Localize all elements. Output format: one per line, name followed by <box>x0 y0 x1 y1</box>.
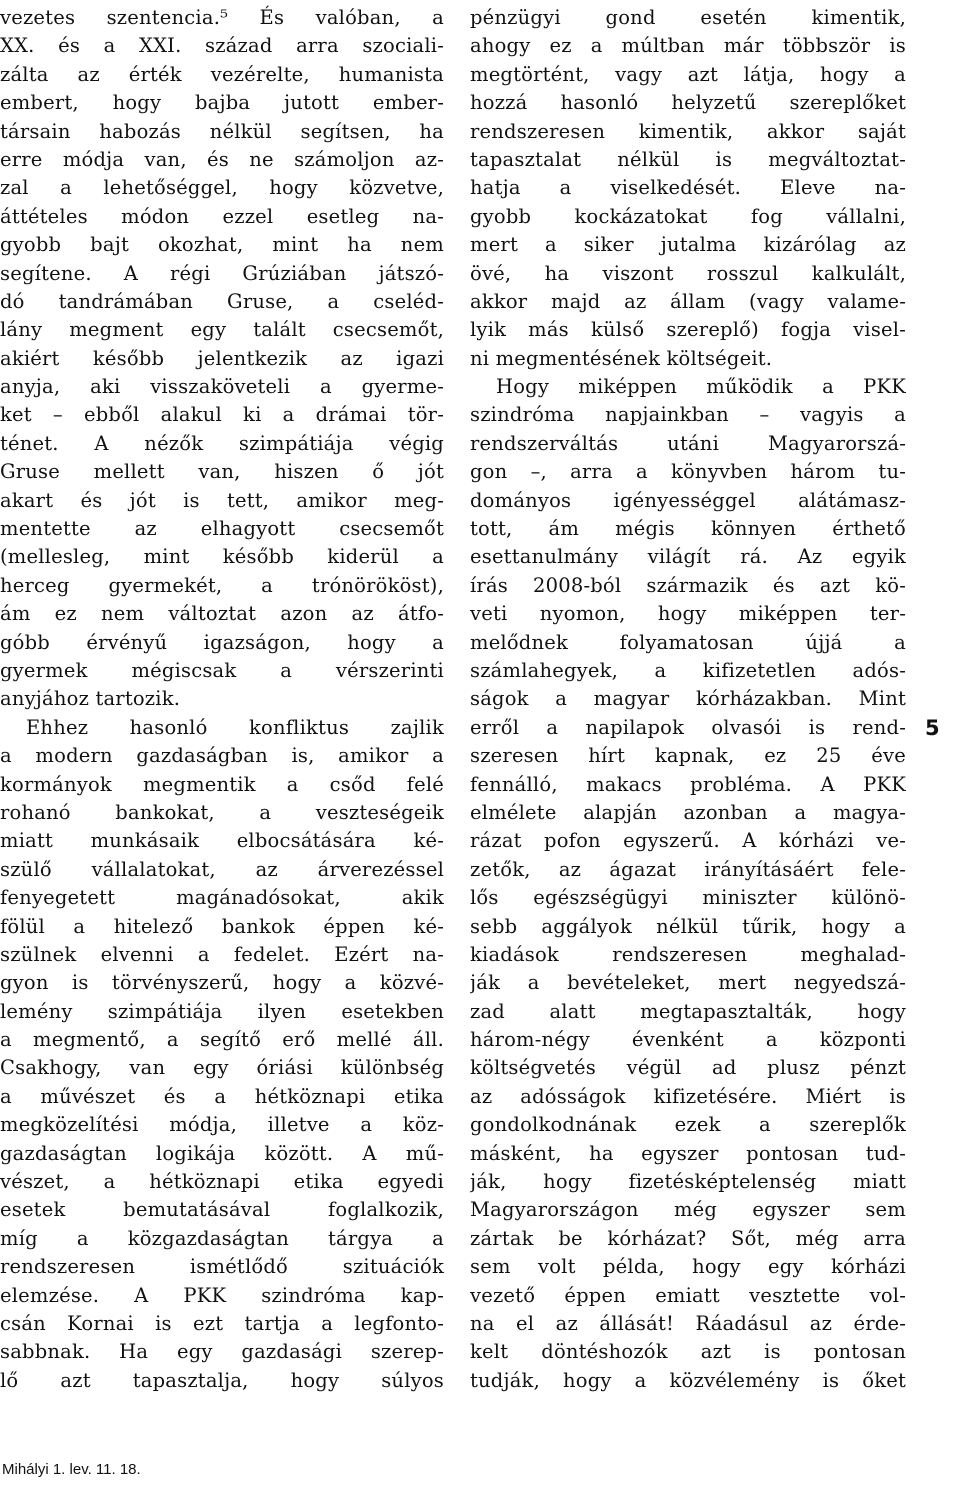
text-line: mert a siker jutalma kizárólag az <box>470 233 906 257</box>
text-line: esettanulmány világít rá. Az egyik <box>470 545 906 569</box>
text-line: kiadások rendszeresen meghalad- <box>470 942 906 966</box>
text-line: (mellesleg, mint később kiderül a <box>0 545 444 569</box>
text-line: akkor majd az állam (vagy valame- <box>470 289 906 313</box>
text-line: az adósságok kifizetésére. Miért is <box>470 1084 906 1108</box>
text-line: gyobb kockázatokat fog vállalni, <box>470 204 906 228</box>
text-line: ám ez nem változtat azon az átfo- <box>0 602 444 626</box>
text-line: XX. és a XXI. század arra szociali- <box>0 34 444 58</box>
text-line: vészet, a hétköznapi etika egyedi <box>0 1170 444 1194</box>
text-line: zártak be kórházat? Sőt, még arra <box>470 1226 906 1250</box>
text-line: anyja, aki visszaköveteli a gyerme- <box>0 375 444 399</box>
text-line: zetők, az ágazat irányításáért fele- <box>470 857 906 881</box>
text-line: rázat pofon egyszerű. A kórházi ve- <box>470 829 906 853</box>
text-line: lős egészségügyi miniszter különö- <box>470 886 906 910</box>
text-line: góbb érvényű igazságon, hogy a <box>0 630 444 654</box>
text-line: rendszerváltás utáni Magyarorszá- <box>470 431 906 455</box>
text-line: kormányok megmentik a csőd felé <box>0 772 444 796</box>
text-line: Ehhez hasonló konfliktus zajlik <box>26 715 444 739</box>
text-line: rendszeresen ismétlődő szituációk <box>0 1255 444 1279</box>
text-line: vezetes szentencia.⁵ És valóban, a <box>0 6 444 29</box>
text-line: sabbnak. Ha egy gazdasági szerep- <box>0 1340 444 1364</box>
text-line: Csakhogy, van egy óriási különbség <box>0 1056 444 1080</box>
text-line: Gruse mellett van, hiszen ő jót <box>0 460 444 484</box>
text-line: herceg gyermekét, a trónörököst), <box>0 573 444 597</box>
text-line: erre módja van, és ne számoljon az- <box>0 147 444 171</box>
text-line: számlahegyek, a kifizetetlen adós- <box>470 658 906 682</box>
text-line: lány megment egy talált csecsemőt, <box>0 318 444 342</box>
text-line: miatt munkásaik elbocsátására ké- <box>0 829 444 853</box>
text-line: sem volt példa, hogy egy kórházi <box>470 1255 906 1279</box>
text-line: ságok a magyar kórházakban. Mint <box>470 687 906 711</box>
text-line: szindróma napjainkban – vagyis a <box>470 403 906 427</box>
text-line: dományos igényességgel alátámasz- <box>470 488 906 512</box>
text-line: embert, hogy bajba jutott ember- <box>0 91 444 115</box>
text-line: lemény szimpátiája ilyen esetekben <box>0 999 444 1023</box>
text-line: gazdaságtan logikája között. A mű- <box>0 1141 444 1165</box>
text-line: ket – ebből alakul ki a drámai tör- <box>0 403 444 427</box>
text-line: pénzügyi gond esetén kimentik, <box>470 6 906 29</box>
text-line: anyjához tartozik. <box>0 687 181 711</box>
text-line: övé, ha viszont rosszul kalkulált, <box>470 261 906 285</box>
text-line: lő azt tapasztalja, hogy súlyos <box>0 1368 444 1392</box>
text-line: áttételes módon ezzel esetleg na- <box>0 204 444 228</box>
text-line: fölül a hitelező bankok éppen ké- <box>0 914 444 938</box>
left-text-column <box>0 4 444 1395</box>
text-line: melődnek folyamatosan újjá a <box>470 630 906 654</box>
text-line: zad alatt megtapasztalták, hogy <box>470 999 906 1023</box>
text-line: rohanó bankokat, a veszteségeik <box>0 800 444 824</box>
text-line: ják, hogy fizetésképtelenség miatt <box>470 1170 906 1194</box>
text-line: lyik más külső szereplő) fogja visel- <box>470 318 906 342</box>
text-line: veti nyomon, hogy miképpen ter- <box>470 602 906 626</box>
text-line: Hogy miképpen működik a PKK <box>496 375 906 399</box>
text-line: tott, ám mégis könnyen érthető <box>470 517 906 541</box>
text-line: megtörtént, vagy azt látja, hogy a <box>470 62 906 86</box>
text-line: dó tandrámában Gruse, a cseléd- <box>0 289 444 313</box>
text-line: gondolkodnának ezek a szereplők <box>470 1113 906 1137</box>
text-line: rendszeresen kimentik, akkor saját <box>470 119 906 143</box>
text-line: a művészet és a hétköznapi etika <box>0 1084 444 1108</box>
page-number: 5 <box>925 716 940 740</box>
text-line: zálta az érték vezérelte, humanista <box>0 62 444 86</box>
text-line: zal a lehetőséggel, hogy közvetve, <box>0 176 444 200</box>
text-line: elmélete alapján azonban a magya- <box>470 800 906 824</box>
page-footer: Mihályi 1. lev. 11. 18. <box>2 1461 141 1478</box>
text-line: vezető éppen emiatt vesztette vol- <box>470 1283 906 1307</box>
text-line: esetek bemutatásával foglalkozik, <box>0 1198 444 1222</box>
text-line: ténet. A nézők szimpátiája végig <box>0 431 444 455</box>
text-line: gyon is törvényszerű, hogy a közvé- <box>0 971 444 995</box>
text-line: szülnek elvenni a fedelet. Ezért na- <box>0 942 444 966</box>
text-line: társain habozás nélkül segítsen, ha <box>0 119 444 143</box>
text-line: megközelítési módja, illetve a köz- <box>0 1113 444 1137</box>
text-line: hatja a viselkedését. Eleve na- <box>470 176 906 200</box>
text-line: három-négy évenként a központi <box>470 1028 906 1052</box>
text-line: na el az állását! Ráadásul az érde- <box>470 1311 906 1335</box>
text-line: hozzá hasonló helyzetű szereplőket <box>470 91 906 115</box>
text-line: fenyegetett magánadósokat, akik <box>0 886 444 910</box>
text-line: akiért később jelentkezik az igazi <box>0 346 444 370</box>
text-line: míg a közgazdaságtan tárgya a <box>0 1226 444 1250</box>
text-line: szeresen hírt kapnak, ez 25 éve <box>470 744 906 768</box>
text-line: fennálló, makacs probléma. A PKK <box>470 772 906 796</box>
text-line: ják a bevételeket, mert negyedszá- <box>470 971 906 995</box>
text-line: Magyarországon még egyszer sem <box>470 1198 906 1222</box>
text-line: sebb aggályok nélkül tűrik, hogy a <box>470 914 906 938</box>
text-line: csán Kornai is ezt tartja a legfonto- <box>0 1311 444 1335</box>
text-line: írás 2008-ból származik és azt kö- <box>470 573 906 597</box>
text-line: a modern gazdaságban is, amikor a <box>0 744 444 768</box>
text-line: kelt döntéshozók azt is pontosan <box>470 1340 906 1364</box>
text-line: gyobb bajt okozhat, mint ha nem <box>0 233 444 257</box>
text-line: elemzése. A PKK szindróma kap- <box>0 1283 444 1307</box>
text-line: akart és jót is tett, amikor meg- <box>0 488 444 512</box>
text-line: gon –, arra a könyvben három tu- <box>470 460 906 484</box>
text-line: tapasztalat nélkül is megváltoztat- <box>470 147 906 171</box>
text-line: mentette az elhagyott csecsemőt <box>0 517 444 541</box>
text-line: tudják, hogy a közvélemény is őket <box>470 1368 906 1392</box>
text-line: gyermek mégiscsak a vérszerinti <box>0 658 444 682</box>
text-line: segítene. A régi Grúziában játszó- <box>0 261 444 285</box>
text-line: erről a napilapok olvasói is rend- <box>470 715 906 739</box>
text-line: ahogy ez a múltban már többször is <box>470 34 906 58</box>
text-line: a megmentő, a segítő erő mellé áll. <box>0 1028 444 1052</box>
text-line: szülő vállalatokat, az árverezéssel <box>0 857 444 881</box>
right-text-column <box>470 4 906 1395</box>
text-line: másként, ha egyszer pontosan tud- <box>470 1141 906 1165</box>
text-line: költségvetés végül ad plusz pénzt <box>470 1056 906 1080</box>
text-line: ni megmentésének költségeit. <box>470 346 773 370</box>
